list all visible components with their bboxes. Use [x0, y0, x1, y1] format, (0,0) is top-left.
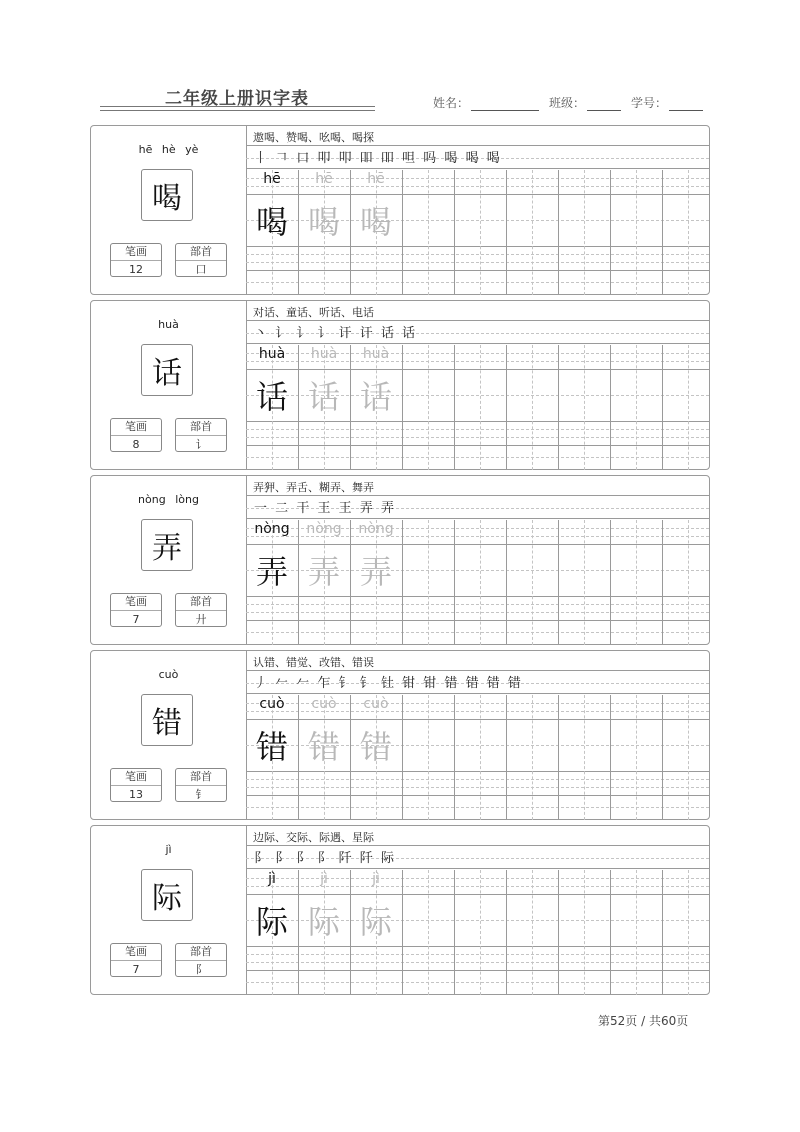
- column-guide: [688, 695, 689, 820]
- character-summary: [91, 301, 247, 469]
- guide-line: [246, 982, 709, 983]
- stroke-step: 阝: [254, 851, 270, 866]
- page-title: 二年级上册识字表: [165, 89, 309, 109]
- character-box: [141, 869, 193, 921]
- column-guide: [636, 345, 637, 470]
- practice-pinyin: hē: [367, 171, 385, 187]
- practice-character: 喝: [255, 203, 288, 241]
- guide-line: [246, 807, 709, 808]
- column-divider: [558, 695, 559, 820]
- title-underline: [100, 110, 375, 111]
- stroke-step: 阝: [296, 851, 312, 866]
- practice-pinyin: hē: [315, 171, 333, 187]
- stroke-step: 𠂉: [296, 676, 312, 691]
- stroke-count-box: [110, 768, 162, 802]
- student-number-blank[interactable]: [669, 98, 703, 111]
- character-summary: [91, 651, 247, 819]
- stroke-step: 喝: [465, 151, 481, 166]
- name-label: 姓名：: [433, 96, 470, 110]
- practice-pinyin: cuò: [363, 696, 389, 712]
- pinyin-reading: huà: [158, 318, 179, 331]
- column-divider: [454, 520, 455, 645]
- column-divider: [454, 345, 455, 470]
- practice-character: 错: [359, 728, 392, 766]
- practice-pinyin: nòng: [306, 521, 342, 537]
- stroke-count-label: 笔画: [111, 419, 161, 436]
- guide-line: [246, 262, 709, 263]
- guide-line: [246, 437, 709, 438]
- character-card: [90, 650, 710, 820]
- pinyin-reading: nòng lòng: [138, 493, 199, 506]
- stroke-step: 话: [402, 326, 418, 341]
- radical-value: 口: [195, 263, 207, 276]
- guide-line: [246, 604, 709, 605]
- row-divider: [246, 145, 709, 146]
- column-divider: [662, 345, 663, 470]
- stroke-count-box: [110, 943, 162, 977]
- row-divider: [246, 868, 709, 869]
- column-guide: [480, 170, 481, 295]
- row-divider: [246, 421, 709, 422]
- stroke-order: [254, 672, 523, 691]
- column-divider: [662, 520, 663, 645]
- column-guide: [688, 870, 689, 995]
- stroke-step: 讠: [317, 326, 333, 341]
- practice-panel: [246, 476, 709, 644]
- page-counter: 第52页 / 共60页: [598, 1014, 689, 1028]
- guide-line: [246, 632, 709, 633]
- practice-character: 际: [359, 903, 392, 941]
- stroke-step: 讦: [359, 326, 375, 341]
- character-card: [90, 825, 710, 995]
- column-divider: [454, 695, 455, 820]
- practice-grid[interactable]: [246, 870, 709, 995]
- stroke-step: 丶: [254, 326, 270, 341]
- row-divider: [246, 518, 709, 519]
- character-summary: [91, 126, 247, 294]
- column-divider: [558, 870, 559, 995]
- character-box: [141, 694, 193, 746]
- column-guide: [428, 870, 429, 995]
- column-divider: [558, 170, 559, 295]
- practice-pinyin: huà: [258, 346, 286, 362]
- column-guide: [532, 695, 533, 820]
- guide-line: [246, 962, 709, 963]
- column-guide: [532, 520, 533, 645]
- column-divider: [402, 695, 403, 820]
- stroke-order: [254, 147, 502, 166]
- column-guide: [532, 170, 533, 295]
- student-number-field[interactable]: [631, 94, 703, 111]
- row-divider: [246, 168, 709, 169]
- class-field[interactable]: [549, 94, 621, 111]
- example-words: 对话、童话、听话、电话: [253, 306, 374, 319]
- radical-box: [175, 418, 227, 452]
- class-blank[interactable]: [587, 98, 621, 111]
- practice-panel: [246, 826, 709, 994]
- radical-box: [175, 243, 227, 277]
- stroke-step: 阡: [338, 851, 354, 866]
- practice-pinyin: nòng: [358, 521, 394, 537]
- stroke-count-value: 7: [132, 613, 140, 626]
- column-divider: [610, 170, 611, 295]
- column-divider: [506, 695, 507, 820]
- column-guide: [636, 520, 637, 645]
- column-guide: [688, 520, 689, 645]
- character: 话: [152, 356, 182, 391]
- guide-line: [246, 457, 709, 458]
- column-divider: [662, 870, 663, 995]
- radical-label: 部首: [176, 419, 226, 436]
- practice-character: 话: [255, 378, 288, 416]
- practice-pinyin: nòng: [254, 521, 290, 537]
- stroke-step: 讠: [296, 326, 312, 341]
- stroke-step: 讠: [275, 326, 291, 341]
- stroke-step: 喝: [444, 151, 460, 166]
- example-words: 遨喝、赞喝、吆喝、喝探: [253, 131, 374, 144]
- column-guide: [636, 870, 637, 995]
- stroke-step: 呾: [402, 151, 418, 166]
- stroke-order: [254, 847, 396, 866]
- practice-grid[interactable]: [246, 695, 709, 820]
- stroke-step: 吅: [359, 151, 375, 166]
- column-divider: [558, 345, 559, 470]
- guide-line: [246, 429, 709, 430]
- radical-value: 廾: [195, 613, 207, 626]
- stroke-order: [254, 322, 417, 341]
- practice-character: 弄: [307, 553, 340, 591]
- guide-line: [246, 254, 709, 255]
- stroke-count-label: 笔画: [111, 944, 161, 961]
- column-divider: [402, 520, 403, 645]
- character-card: [90, 475, 710, 645]
- column-guide: [480, 870, 481, 995]
- stroke-step: 弄: [380, 501, 396, 516]
- stroke-count-box: [110, 243, 162, 277]
- radical-value: 讠: [195, 438, 207, 451]
- character-box: [141, 169, 193, 221]
- stroke-step: 一: [254, 501, 270, 516]
- guide-line: [246, 787, 709, 788]
- stroke-step: 钍: [380, 676, 396, 691]
- stroke-step: 际: [380, 851, 396, 866]
- column-guide: [428, 170, 429, 295]
- stroke-step: 𠃍: [275, 151, 291, 166]
- column-guide: [480, 520, 481, 645]
- example-words: 认错、错觉、改错、错误: [253, 656, 374, 669]
- column-divider: [610, 870, 611, 995]
- character-box: [141, 519, 193, 571]
- row-divider: [246, 771, 709, 772]
- column-divider: [506, 170, 507, 295]
- practice-character: 错: [307, 728, 340, 766]
- radical-value: 阝: [195, 963, 207, 976]
- radical-label: 部首: [176, 944, 226, 961]
- column-divider: [402, 345, 403, 470]
- stroke-count-label: 笔画: [111, 769, 161, 786]
- class-label: 班级：: [549, 96, 586, 110]
- stroke-count-value: 13: [129, 788, 143, 801]
- stroke-count-box: [110, 418, 162, 452]
- column-guide: [428, 520, 429, 645]
- stroke-step: 喝: [486, 151, 502, 166]
- stroke-step: 叩: [338, 151, 354, 166]
- practice-pinyin: jì: [372, 871, 380, 887]
- practice-grid[interactable]: [246, 520, 709, 645]
- pinyin-reading: hē hè yè: [138, 143, 199, 156]
- column-divider: [662, 170, 663, 295]
- row-divider: [246, 445, 709, 446]
- stroke-count-value: 7: [132, 963, 140, 976]
- character-summary: [91, 826, 247, 994]
- stroke-step: 错: [486, 676, 502, 691]
- column-divider: [454, 170, 455, 295]
- practice-character: 喝: [307, 203, 340, 241]
- stroke-step: 钅: [359, 676, 375, 691]
- row-divider: [246, 970, 709, 971]
- stroke-count-box: [110, 593, 162, 627]
- column-divider: [610, 695, 611, 820]
- stroke-step: 𠂉: [275, 676, 291, 691]
- stroke-count-value: 12: [129, 263, 143, 276]
- practice-pinyin: hē: [263, 171, 281, 187]
- row-divider: [246, 693, 709, 694]
- practice-pinyin: jì: [320, 871, 328, 887]
- row-divider: [246, 795, 709, 796]
- radical-box: [175, 593, 227, 627]
- practice-character: 喝: [359, 203, 392, 241]
- stroke-step: 王: [338, 501, 354, 516]
- column-divider: [558, 520, 559, 645]
- stroke-step: 丿: [254, 676, 270, 691]
- column-divider: [454, 870, 455, 995]
- stroke-step: 阝: [275, 851, 291, 866]
- row-divider: [246, 596, 709, 597]
- stroke-step: 错: [507, 676, 523, 691]
- example-words: 弄狎、弄舌、糊弄、舞弄: [253, 481, 374, 494]
- column-divider: [610, 345, 611, 470]
- radical-box: [175, 768, 227, 802]
- pinyin-reading: jì: [165, 843, 172, 856]
- guide-line: [246, 954, 709, 955]
- character: 错: [152, 706, 182, 741]
- column-guide: [428, 695, 429, 820]
- stroke-step: 叩: [317, 151, 333, 166]
- guide-line: [246, 282, 709, 283]
- character-box: [141, 344, 193, 396]
- stroke-step: 丨: [254, 151, 270, 166]
- stroke-count-label: 笔画: [111, 594, 161, 611]
- stroke-count-label: 笔画: [111, 244, 161, 261]
- pinyin-reading: cuò: [158, 668, 179, 681]
- practice-character: 话: [359, 378, 392, 416]
- practice-character: 弄: [359, 553, 392, 591]
- character: 喝: [152, 181, 182, 216]
- row-divider: [246, 670, 709, 671]
- practice-grid[interactable]: [246, 170, 709, 295]
- stroke-step: 二: [275, 501, 291, 516]
- character: 际: [152, 881, 182, 916]
- column-guide: [688, 170, 689, 295]
- column-divider: [402, 170, 403, 295]
- student-info-fields: [433, 94, 713, 111]
- column-divider: [506, 520, 507, 645]
- column-guide: [584, 870, 585, 995]
- practice-character: 错: [255, 728, 288, 766]
- practice-pinyin: cuò: [259, 696, 285, 712]
- stroke-step: 错: [465, 676, 481, 691]
- practice-character: 弄: [255, 553, 288, 591]
- column-guide: [688, 345, 689, 470]
- stroke-step: 弄: [359, 501, 375, 516]
- row-divider: [246, 845, 709, 846]
- character-summary: [91, 476, 247, 644]
- radical-label: 部首: [176, 594, 226, 611]
- practice-panel: [246, 301, 709, 469]
- column-guide: [636, 695, 637, 820]
- name-field[interactable]: [433, 94, 539, 111]
- row-divider: [246, 495, 709, 496]
- column-divider: [506, 870, 507, 995]
- radical-value: 钅: [195, 788, 207, 801]
- radical-box: [175, 943, 227, 977]
- character: 弄: [152, 531, 182, 566]
- stroke-order: [254, 497, 396, 516]
- row-divider: [246, 343, 709, 344]
- example-words: 边际、交际、际遇、星际: [253, 831, 374, 844]
- radical-label: 部首: [176, 244, 226, 261]
- stroke-step: 阝: [317, 851, 333, 866]
- practice-panel: [246, 651, 709, 819]
- column-guide: [584, 520, 585, 645]
- radical-label: 部首: [176, 769, 226, 786]
- practice-pinyin: cuò: [311, 696, 337, 712]
- column-guide: [636, 170, 637, 295]
- column-guide: [532, 870, 533, 995]
- stroke-step: 钅: [338, 676, 354, 691]
- stroke-step: 话: [380, 326, 396, 341]
- column-guide: [584, 695, 585, 820]
- column-guide: [584, 170, 585, 295]
- stroke-step: 吗: [423, 151, 439, 166]
- stroke-count-value: 8: [132, 438, 140, 451]
- practice-character: 际: [307, 903, 340, 941]
- practice-pinyin: huà: [362, 346, 390, 362]
- guide-line: [246, 779, 709, 780]
- row-divider: [246, 620, 709, 621]
- column-divider: [610, 520, 611, 645]
- stroke-step: 吅: [380, 151, 396, 166]
- column-guide: [532, 345, 533, 470]
- stroke-step: 阡: [359, 851, 375, 866]
- column-guide: [480, 695, 481, 820]
- row-divider: [246, 946, 709, 947]
- practice-panel: [246, 126, 709, 294]
- student-number-label: 学号：: [631, 96, 668, 110]
- column-guide: [584, 345, 585, 470]
- practice-character: 话: [307, 378, 340, 416]
- row-divider: [246, 320, 709, 321]
- column-divider: [402, 870, 403, 995]
- stroke-step: 钳: [423, 676, 439, 691]
- title-underline: [100, 106, 375, 107]
- stroke-step: 干: [296, 501, 312, 516]
- practice-pinyin: jì: [268, 871, 276, 887]
- row-divider: [246, 246, 709, 247]
- name-blank[interactable]: [471, 98, 539, 111]
- column-guide: [480, 345, 481, 470]
- stroke-step: 讦: [338, 326, 354, 341]
- practice-pinyin: huà: [310, 346, 338, 362]
- stroke-step: 钳: [402, 676, 418, 691]
- stroke-step: 口: [296, 151, 312, 166]
- stroke-step: 乍: [317, 676, 333, 691]
- practice-character: 际: [255, 903, 288, 941]
- character-card: [90, 300, 710, 470]
- stroke-step: 王: [317, 501, 333, 516]
- column-divider: [506, 345, 507, 470]
- guide-line: [246, 612, 709, 613]
- character-card: [90, 125, 710, 295]
- column-divider: [662, 695, 663, 820]
- stroke-step: 错: [444, 676, 460, 691]
- practice-grid[interactable]: [246, 345, 709, 470]
- row-divider: [246, 270, 709, 271]
- column-guide: [428, 345, 429, 470]
